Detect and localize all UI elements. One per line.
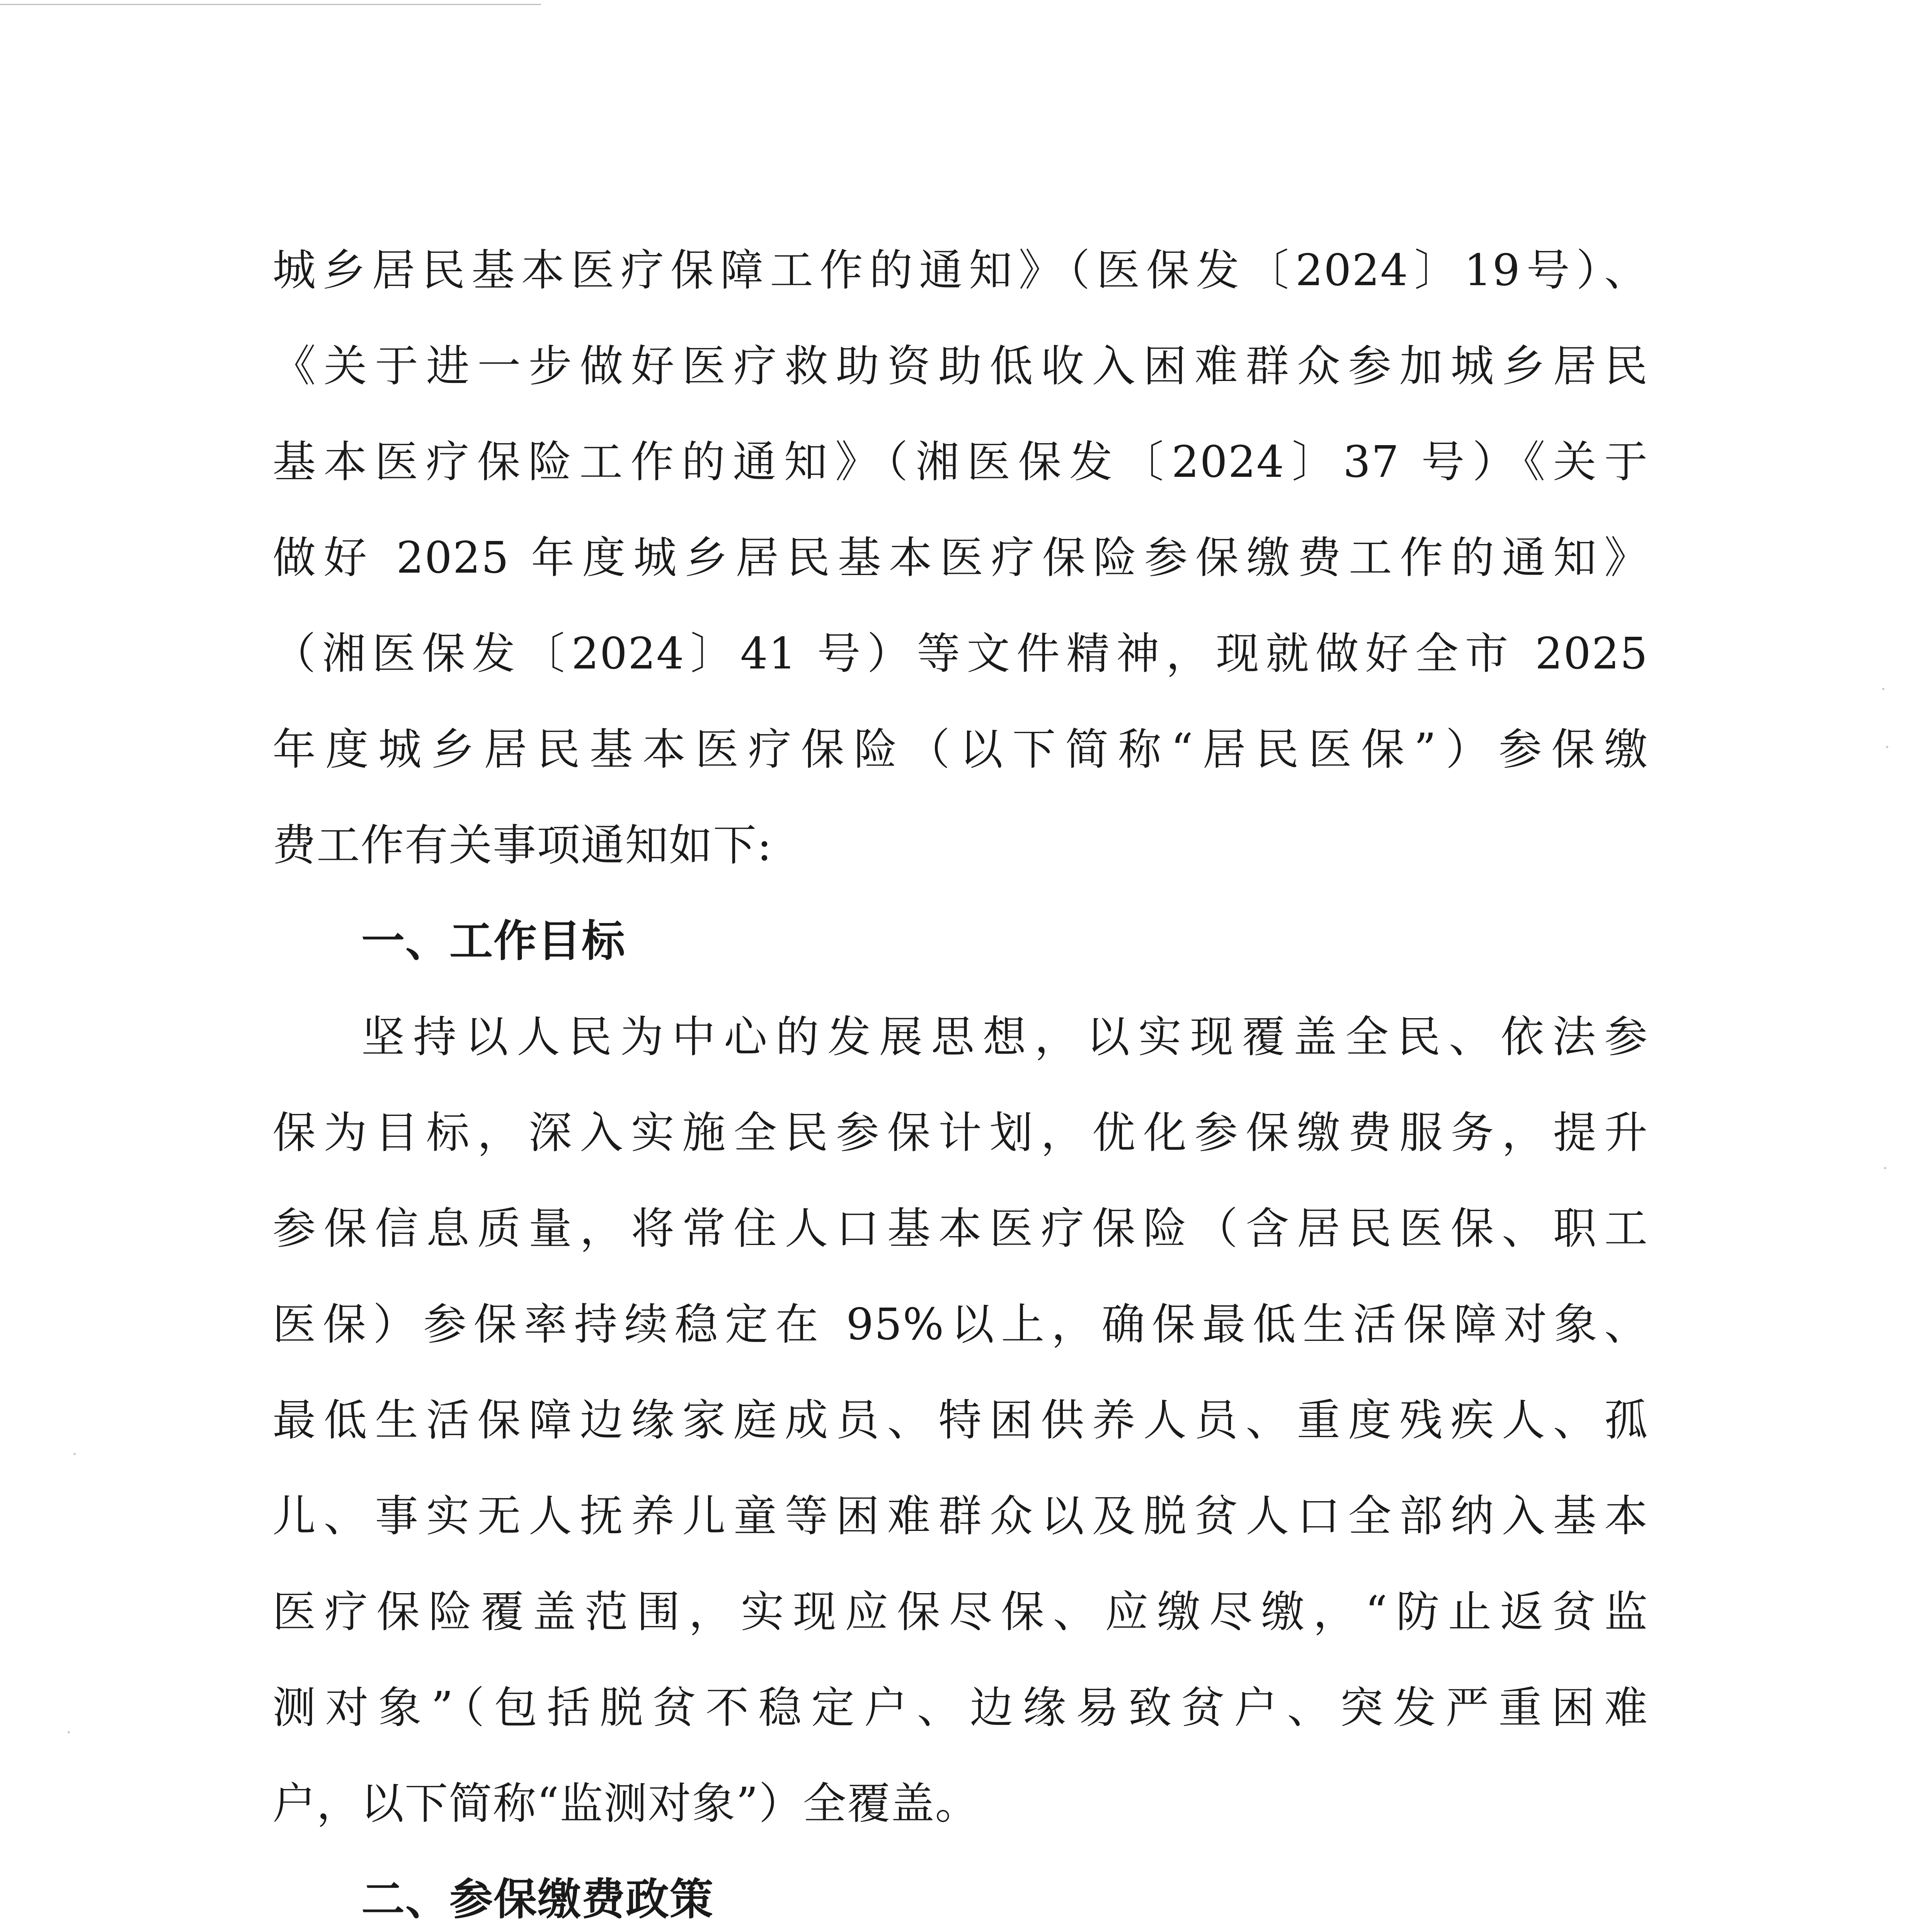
body-line: 年度城乡居民基本医疗保险（以下简称“居民医保”）参保缴 bbox=[272, 724, 1648, 775]
body-line: （湘医保发〔2024〕41 号）等文件精神，现就做好全市 2025 bbox=[272, 629, 1648, 679]
body-line: 儿、事实无人抚养儿童等困难群众以及脱贫人口全部纳入基本 bbox=[272, 1491, 1648, 1541]
scan-speck bbox=[1886, 746, 1888, 748]
body-line: 医保）参保率持续稳定在 95%以上，确保最低生活保障对象、 bbox=[272, 1299, 1648, 1350]
body-line: 费工作有关事项通知如下: bbox=[272, 820, 773, 871]
body-line: 城乡居民基本医疗保障工作的通知》（医保发〔2024〕19号）、 bbox=[272, 245, 1648, 296]
body-line: 测对象”（包括脱贫不稳定户、边缘易致贫户、突发严重困难 bbox=[272, 1683, 1648, 1733]
scan-speck bbox=[73, 1453, 76, 1455]
scan-speck bbox=[1884, 1167, 1886, 1169]
section-heading-2: 二、参保缴费政策 bbox=[361, 1874, 714, 1925]
body-line: 最低生活保障边缘家庭成员、特困供养人员、重度残疾人、孤 bbox=[272, 1395, 1648, 1446]
section-heading-1: 一、工作目标 bbox=[361, 916, 626, 966]
body-line: 保为目标，深入实施全民参保计划，优化参保缴费服务，提升 bbox=[272, 1108, 1648, 1158]
body-line: 《关于进一步做好医疗救助资助低收入困难群众参加城乡居民 bbox=[272, 341, 1648, 391]
scan-speck bbox=[1882, 688, 1884, 690]
body-line: 医疗保险覆盖范围，实现应保尽保、应缴尽缴，“防止返贫监 bbox=[272, 1587, 1648, 1637]
scan-speck bbox=[68, 1731, 70, 1733]
body-line: 基本医疗保险工作的通知》（湘医保发〔2024〕37 号）《关于 bbox=[272, 437, 1648, 487]
body-line: 参保信息质量，将常住人口基本医疗保险（含居民医保、职工 bbox=[272, 1204, 1648, 1254]
body-line: 做好 2025 年度城乡居民基本医疗保险参保缴费工作的通知》 bbox=[272, 533, 1648, 583]
scan-edge-rule bbox=[0, 4, 541, 5]
body-line: 户，以下简称“监测对象”）全覆盖。 bbox=[272, 1779, 979, 1829]
body-line: 坚持以人民为中心的发展思想，以实现覆盖全民、依法参 bbox=[361, 1012, 1648, 1062]
